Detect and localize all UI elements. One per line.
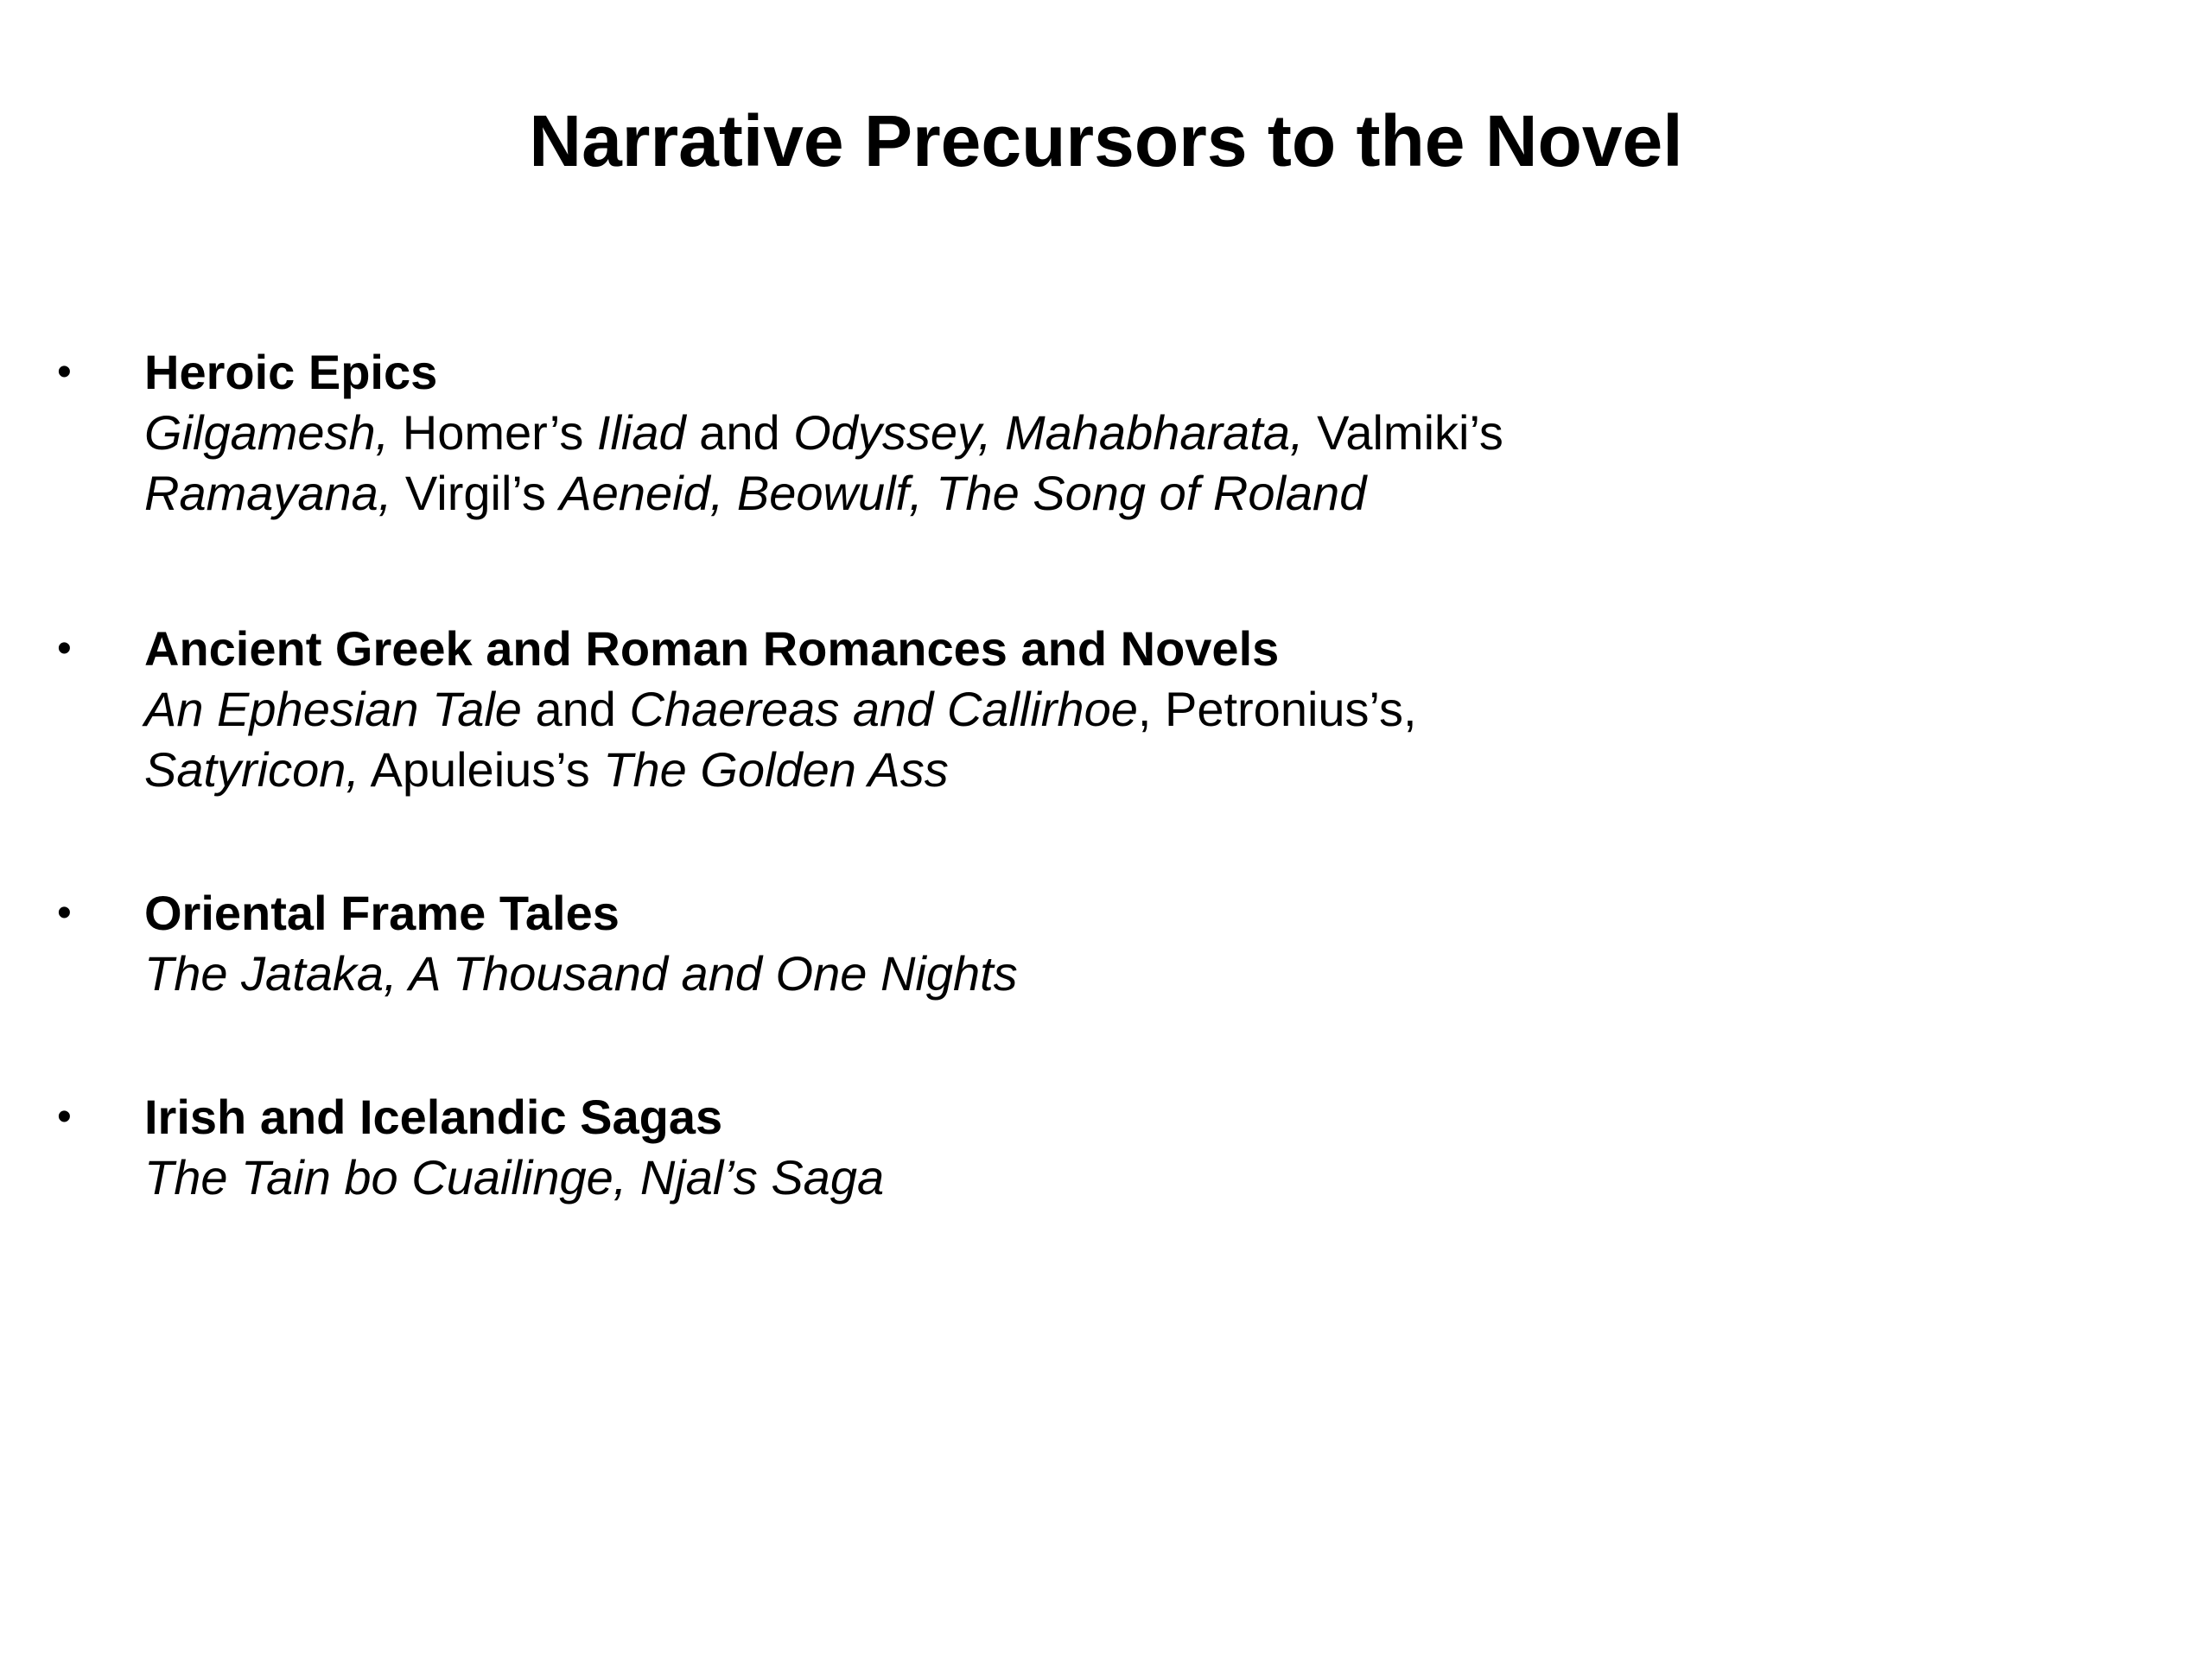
bullet-icon: •	[57, 626, 72, 671]
bullet-heading: Heroic Epics	[144, 345, 438, 399]
work-connector: Apuleius’s	[359, 742, 604, 797]
bullet-item-heroic-epics	[0, 342, 1642, 524]
bullet-icon: •	[57, 349, 72, 395]
work-title: The Jataka, A Thousand and One Nights	[144, 946, 1018, 1001]
work-title: Ramayana,	[144, 466, 392, 520]
work-connector: and	[521, 682, 630, 736]
bullet-item-oriental-frame-tales	[0, 883, 1642, 1004]
work-title: Aeneid, Beowulf, The Song of Roland	[559, 466, 1367, 520]
bullet-works	[144, 1147, 1630, 1208]
work-connector: Valmiki’s	[1303, 405, 1503, 460]
slide-title: Narrative Precursors to the Novel	[529, 100, 1683, 181]
bullet-icon: •	[57, 890, 72, 936]
bullet-heading: Irish and Icelandic Sagas	[144, 1090, 723, 1144]
work-title: Iliad	[596, 405, 686, 460]
bullet-list	[0, 342, 1642, 1208]
bullet-works	[144, 679, 1630, 800]
work-title: An Ephesian Tale	[144, 682, 522, 736]
work-title: Gilgamesh,	[144, 405, 390, 460]
work-title: The Golden Ass	[603, 742, 949, 797]
work-title: Satyricon,	[144, 742, 359, 797]
bullet-item-greek-roman-romances	[0, 619, 1642, 800]
bullet-item-irish-icelandic-sagas	[0, 1087, 1642, 1208]
work-title: The Tain bo Cuailinge, Njal’s Saga	[144, 1150, 885, 1205]
bullet-icon: •	[57, 1094, 72, 1140]
bullet-heading: Oriental Frame Tales	[144, 886, 620, 940]
work-title: Odyssey, Mahabharata,	[793, 405, 1304, 460]
work-connector: Homer’s	[389, 405, 597, 460]
work-connector: , Petronius’s,	[1137, 682, 1417, 736]
bullet-heading: Ancient Greek and Roman Romances and Novels	[144, 621, 1280, 676]
work-connector: and	[685, 405, 794, 460]
bullet-works	[144, 944, 1630, 1004]
work-connector: Virgil’s	[391, 466, 560, 520]
bullet-works	[144, 403, 1630, 524]
work-title: Chaereas and Callirhoe	[629, 682, 1138, 736]
